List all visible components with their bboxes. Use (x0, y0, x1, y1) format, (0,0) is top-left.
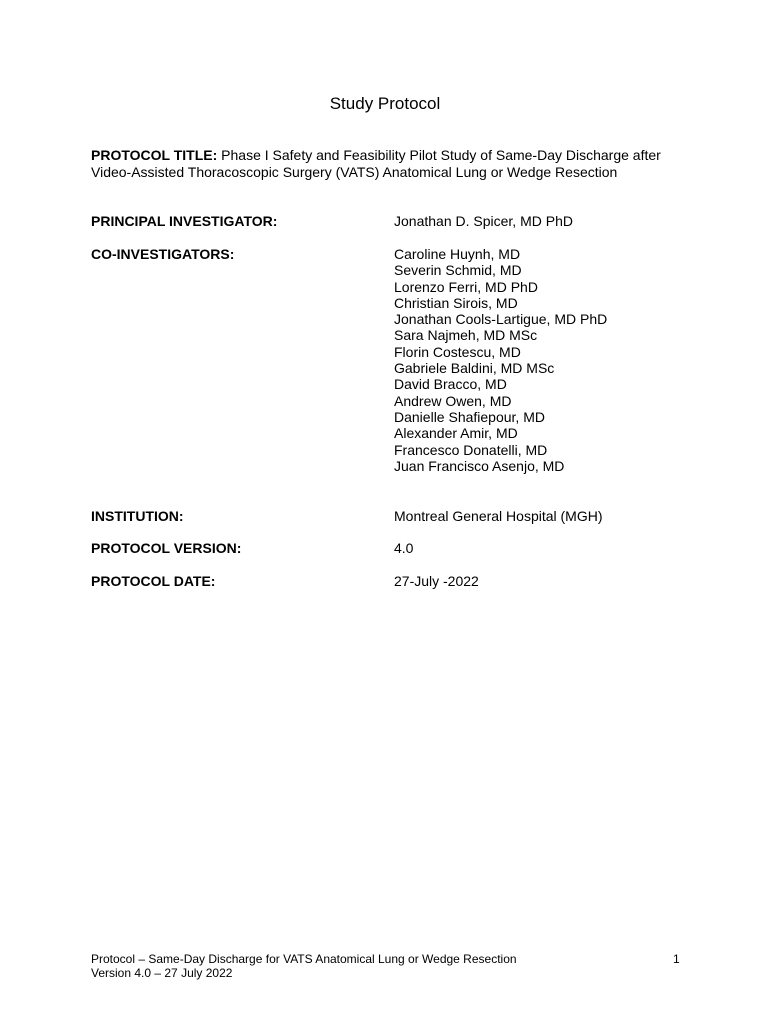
protocol-version-value: 4.0 (394, 540, 414, 556)
co-investigator-name: Lorenzo Ferri, MD PhD (394, 278, 538, 295)
principal-investigator-value: Jonathan D. Spicer, MD PhD (394, 213, 573, 229)
protocol-title-label: PROTOCOL TITLE: (91, 147, 218, 163)
co-investigators-label: CO-INVESTIGATORS: (91, 246, 235, 262)
institution-label: INSTITUTION: (91, 508, 184, 524)
protocol-title-value: Phase I Safety and Feasibility Pilot Study of Same-Day Discharge after Video-Assisted Thoracoscopic Surgery (VATS) Anatomical Lung or Wedge Resection (91, 147, 661, 180)
co-investigator-name: Danielle Shafiepour, MD (394, 408, 545, 425)
protocol-date-value: 27-July -2022 (394, 573, 479, 589)
footer-line-1: Protocol – Same-Day Discharge for VATS Anatomical Lung or Wedge Resection (91, 952, 517, 966)
co-investigator-name: Severin Schmid, MD (394, 262, 522, 279)
co-investigator-name: Gabriele Baldini, MD MSc (394, 360, 555, 377)
co-investigator-name: Florin Costescu, MD (394, 343, 521, 360)
co-investigator-name: Andrew Owen, MD (394, 392, 512, 409)
co-investigator-name: Sara Najmeh, MD MSc (394, 327, 538, 344)
co-investigator-name: Caroline Huynh, MD (394, 246, 521, 262)
co-investigator-name: Alexander Amir, MD (394, 425, 518, 442)
co-investigator-name: Juan Francisco Asenjo, MD (394, 457, 565, 474)
co-investigator-name: Jonathan Cools-Lartigue, MD PhD (394, 311, 608, 328)
page-number: 1 (673, 952, 680, 966)
protocol-date-label: PROTOCOL DATE: (91, 573, 216, 589)
page-title: Study Protocol (329, 94, 441, 113)
co-investigator-name: David Bracco, MD (394, 376, 507, 393)
principal-investigator-label: PRINCIPAL INVESTIGATOR: (91, 213, 278, 229)
footer-line-2: Version 4.0 – 27 July 2022 (91, 966, 233, 980)
co-investigator-name: Christian Sirois, MD (394, 294, 518, 311)
co-investigator-name: Francesco Donatelli, MD (394, 441, 548, 458)
protocol-version-label: PROTOCOL VERSION: (91, 540, 242, 556)
institution-value: Montreal General Hospital (MGH) (394, 508, 603, 524)
protocol-title (91, 147, 691, 181)
co-investigators-list (394, 246, 607, 474)
footer (91, 952, 517, 980)
